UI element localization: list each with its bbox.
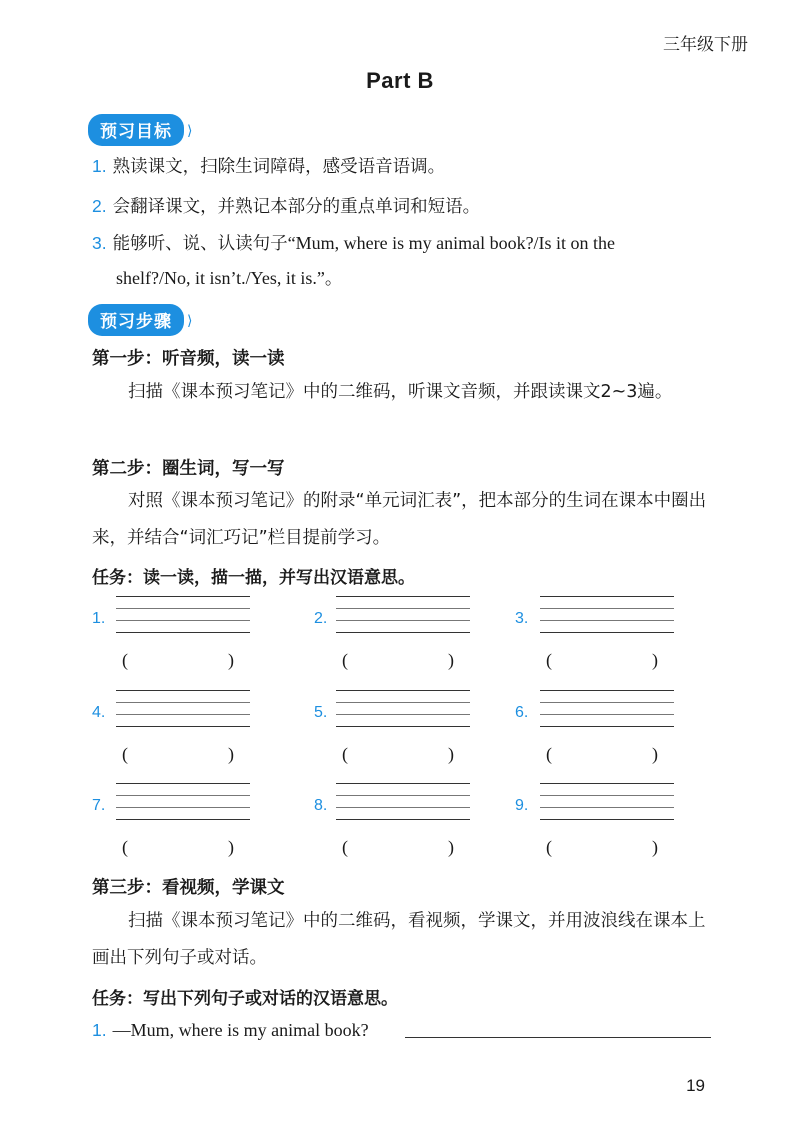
word-cell-number: 4. — [92, 704, 106, 721]
writing-guide-line[interactable] — [336, 795, 470, 796]
answer-paren-close: ) — [448, 744, 454, 764]
writing-guide-line[interactable] — [116, 596, 250, 597]
writing-guide-line[interactable] — [540, 714, 674, 715]
writing-guide-line[interactable] — [540, 702, 674, 703]
writing-guide-line[interactable] — [116, 632, 250, 633]
writing-guide-line[interactable] — [336, 714, 470, 715]
writing-guide-line[interactable] — [116, 620, 250, 621]
answer-paren-open: ( — [546, 650, 552, 670]
goals-badge — [88, 114, 192, 146]
writing-guide-line[interactable] — [116, 690, 250, 691]
goal-item-3 — [92, 225, 722, 262]
word-cell-number: 7. — [92, 797, 106, 814]
writing-guide-line[interactable] — [540, 819, 674, 820]
step1-body: 扫描《课本预习笔记》中的二维码，听课文音频，并跟读课文2~3遍。 — [128, 382, 673, 402]
word-cell-number: 1. — [92, 610, 106, 627]
page-number: 19 — [686, 1076, 705, 1095]
word-cell-number: 5. — [314, 704, 328, 721]
step1-heading: 第一步：听音频，读一读 — [92, 349, 285, 369]
answer-paren-close: ) — [652, 837, 658, 857]
answer-paren-open: ( — [546, 837, 552, 857]
task2-heading: 任务：写出下列句子或对话的汉语意思。 — [92, 989, 398, 1009]
writing-guide-line[interactable] — [116, 726, 250, 727]
word-cell-number: 8. — [314, 797, 328, 814]
writing-guide-line[interactable] — [336, 783, 470, 784]
writing-guide-line[interactable] — [116, 714, 250, 715]
answer-paren-close: ) — [652, 650, 658, 670]
goal-item-2 — [92, 188, 722, 225]
goal-text-en: “Mum, where is my animal book?/Is it on the — [287, 233, 616, 253]
writing-guide-line[interactable] — [540, 596, 674, 597]
answer-paren-open: ( — [546, 744, 552, 764]
writing-guide-line[interactable] — [540, 807, 674, 808]
answer-paren-open: ( — [122, 650, 128, 670]
writing-guide-line[interactable] — [540, 608, 674, 609]
steps-badge — [88, 304, 192, 336]
task1-heading: 任务：读一读，描一描，并写出汉语意思。 — [92, 568, 415, 588]
badge-tail-icon: ⟩ — [187, 313, 193, 329]
step3-body: 扫描《课本预习笔记》中的二维码，看视频，学课文，并用波浪线在课本上画出下列句子或对话。 — [92, 911, 706, 968]
answer-line[interactable] — [405, 1037, 711, 1038]
writing-guide-line[interactable] — [116, 608, 250, 609]
word-cell-number: 2. — [314, 610, 328, 627]
writing-guide-line[interactable] — [336, 608, 470, 609]
writing-guide-line[interactable] — [540, 632, 674, 633]
answer-paren-open: ( — [342, 744, 348, 764]
goal-num: 2. — [92, 196, 107, 216]
goal-num: 1. — [92, 156, 107, 176]
writing-guide-line[interactable] — [540, 690, 674, 691]
writing-guide-line[interactable] — [336, 632, 470, 633]
answer-paren-close: ) — [228, 744, 234, 764]
goal-text-cn: 能够听、说、认读句子 — [112, 234, 288, 254]
page-title: Part B — [366, 68, 434, 93]
writing-guide-line[interactable] — [336, 819, 470, 820]
word-cell-number: 9. — [515, 797, 529, 814]
question-num: 1. — [92, 1020, 107, 1040]
answer-paren-open: ( — [122, 744, 128, 764]
badge-tail-icon: ⟩ — [187, 123, 193, 139]
step3-heading: 第三步：看视频，学课文 — [92, 878, 285, 898]
writing-guide-line[interactable] — [336, 702, 470, 703]
question-1 — [92, 1012, 722, 1049]
writing-guide-line[interactable] — [540, 783, 674, 784]
writing-guide-line[interactable] — [540, 795, 674, 796]
goal-text: 会翻译课文，并熟记本部分的重点单词和短语。 — [112, 197, 481, 217]
answer-paren-open: ( — [342, 837, 348, 857]
writing-guide-line[interactable] — [336, 807, 470, 808]
writing-guide-line[interactable] — [336, 596, 470, 597]
answer-paren-close: ) — [228, 650, 234, 670]
grade-label: 三年级下册 — [663, 35, 748, 55]
writing-guide-line[interactable] — [336, 690, 470, 691]
word-cell-number: 6. — [515, 704, 529, 721]
writing-guide-line[interactable] — [116, 702, 250, 703]
step2-heading: 第二步：圈生词，写一写 — [92, 459, 285, 479]
answer-paren-open: ( — [342, 650, 348, 670]
goal-item-1 — [92, 148, 722, 185]
goal-text: 熟读课文，扫除生词障碍，感受语音语调。 — [112, 157, 446, 177]
goal-num: 3. — [92, 233, 107, 253]
goal-text-en2: shelf?/No, it isn’t./Yes, it is.” — [116, 268, 325, 288]
writing-guide-line[interactable] — [336, 726, 470, 727]
answer-paren-close: ) — [228, 837, 234, 857]
word-cell-number: 3. — [515, 610, 529, 627]
writing-guide-line[interactable] — [116, 807, 250, 808]
answer-paren-close: ) — [448, 650, 454, 670]
question-text: —Mum, where is my animal book? — [112, 1020, 369, 1040]
writing-guide-line[interactable] — [336, 620, 470, 621]
answer-paren-open: ( — [122, 837, 128, 857]
goal-item-3-cont — [116, 260, 746, 297]
writing-guide-line[interactable] — [116, 795, 250, 796]
answer-paren-close: ) — [448, 837, 454, 857]
goal-text-end: 。 — [324, 269, 343, 289]
writing-guide-line[interactable] — [540, 726, 674, 727]
steps-badge-label: 预习步骤 — [88, 304, 184, 336]
answer-paren-close: ) — [652, 744, 658, 764]
writing-guide-line[interactable] — [116, 783, 250, 784]
goals-badge-label: 预习目标 — [88, 114, 184, 146]
writing-guide-line[interactable] — [540, 620, 674, 621]
writing-guide-line[interactable] — [116, 819, 250, 820]
step2-body: 对照《课本预习笔记》的附录“单元词汇表”，把本部分的生词在课本中圈出来，并结合“词汇巧记”栏目提前学习。 — [92, 491, 707, 548]
